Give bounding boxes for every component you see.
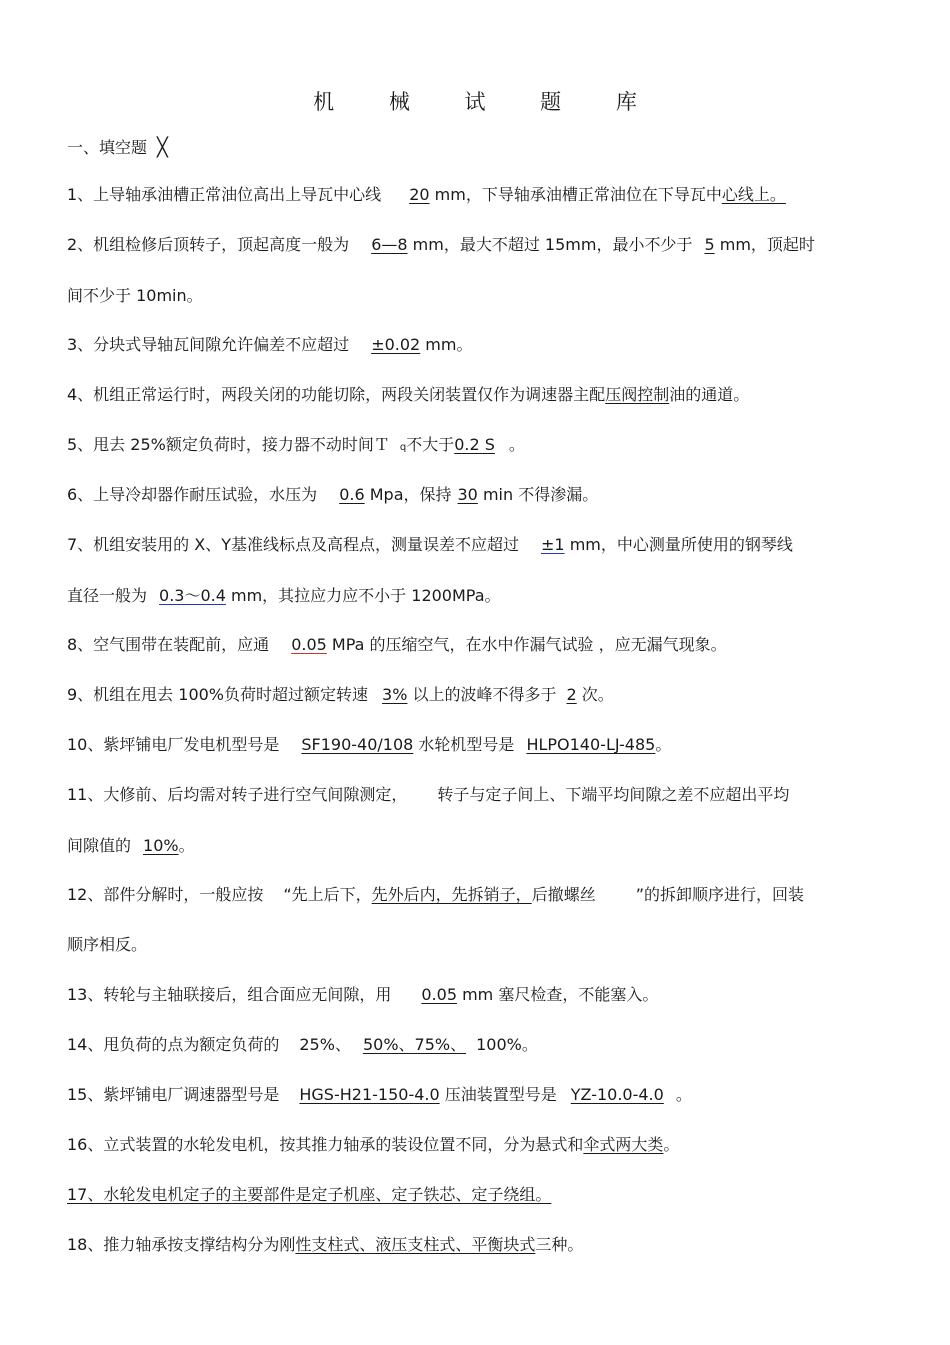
answer-blank: 50%、 <box>362 1035 415 1054</box>
question-text: 直径一般为 <box>67 586 148 605</box>
question-text: 。 <box>675 1085 692 1104</box>
question-text: 7、机组安装用的 X、Y基准线标点及高程点，测量误差不应超过 <box>67 535 520 554</box>
question-16 <box>67 1134 679 1156</box>
question-15 <box>67 1084 692 1106</box>
answer-blank: HLPO140-LJ-485 <box>526 735 656 754</box>
question-text: 次。 <box>576 685 614 704</box>
question-2 <box>67 234 815 256</box>
answer-blank: 0.3～0.4 <box>159 586 226 605</box>
subscript: q <box>399 442 407 453</box>
question-18 <box>67 1234 583 1256</box>
question-1 <box>67 184 800 206</box>
answer-blank: 2 <box>566 685 577 704</box>
answer-blank: 心线上。 <box>721 185 786 204</box>
question-text: 不大于 <box>406 435 455 454</box>
question-text: mm <box>429 185 466 204</box>
question-text: Mpa，保持 <box>364 485 452 504</box>
answer-blank: 0.6 <box>339 485 365 504</box>
question-text: mm，顶起时 <box>714 235 815 254</box>
question-14 <box>67 1034 538 1056</box>
question-10 <box>67 734 671 756</box>
question-text: 25%、 <box>299 1035 351 1054</box>
question-17 <box>67 1184 581 1206</box>
answer-blank: 10% <box>143 836 179 855</box>
question-text: 10、紫坪铺电厂发电机型号是 <box>67 735 280 754</box>
answer-blank: ±1 <box>541 535 565 554</box>
answer-blank: HGS-H21-150-4.0 <box>299 1085 440 1104</box>
question-text: 。 <box>484 586 501 605</box>
question-text: 100% <box>476 1035 522 1054</box>
answer-blank: 3% <box>382 685 408 704</box>
question-text: mm <box>420 335 457 354</box>
question-text: 水轮机型号是 <box>413 735 515 754</box>
question-11-continued <box>67 835 195 857</box>
question-text: mm <box>407 235 444 254</box>
question-text: 油的通道。 <box>669 385 750 404</box>
question-13 <box>67 984 658 1006</box>
question-text: 6、上导冷却器作耐压试验，水压为 <box>67 485 318 504</box>
question-4 <box>67 384 749 406</box>
question-text: 8、空气围带在装配前，应通 <box>67 635 270 654</box>
answer-blank: ±0.02 <box>371 335 421 354</box>
question-text: ”的拆卸顺序进行，回装 <box>635 885 804 904</box>
section-heading <box>67 135 168 158</box>
question-text: 17、水轮发电机定子的主要部件是定子机座、定子铁芯、定子绕组。 <box>67 1185 552 1204</box>
answer-blank: 伞式 <box>583 1135 616 1154</box>
question-text: 13、转轮与主轴联接后，组合面应无间隙，用 <box>67 985 392 1004</box>
answer-blank: 性支柱式、液压支柱式、平衡块式 <box>295 1235 536 1254</box>
question-text: mm 塞尺检查，不能塞入。 <box>457 985 659 1004</box>
section-heading-text: 一、填空题 <box>67 138 148 157</box>
question-text: 9、机组在甩去 100% <box>67 685 225 704</box>
question-text: 后撤螺丝 <box>531 885 596 904</box>
question-7-continued <box>67 585 501 607</box>
question-text: 。 <box>655 735 672 754</box>
question-text: “先上后下， <box>283 885 372 904</box>
question-text: 2、机组检修后顶转子，顶起高度一般为 <box>67 235 350 254</box>
question-text: 间隙值的 <box>67 836 132 855</box>
question-text: 12、部件分解时，一般应按 <box>67 885 264 904</box>
answer-blank: 30 <box>457 485 478 504</box>
answer-blank: 20 <box>409 185 430 204</box>
question-text: 。 <box>663 1135 680 1154</box>
question-text: 。 <box>178 836 195 855</box>
question-text: 5、甩去 25% <box>67 435 166 454</box>
question-text: 以上的波峰不得多于 <box>407 685 557 704</box>
question-6 <box>67 484 598 506</box>
question-5 <box>67 434 525 459</box>
question-7 <box>67 534 793 556</box>
question-9 <box>67 684 614 706</box>
question-text: 额定负荷时，接力器不动时间Ｔ <box>165 435 390 454</box>
answer-blank: 5 <box>704 235 715 254</box>
question-text: ，最大不超过 15mm <box>443 235 597 254</box>
question-text: 1、上导轴承油槽正常油位高出上导瓦中心线 <box>67 185 382 204</box>
question-text: mm，其拉应力应不小于 1200MPa <box>225 586 485 605</box>
question-11 <box>67 784 789 806</box>
question-2-continued <box>67 285 203 307</box>
question-text: 间不少于 10min <box>67 286 187 305</box>
question-text: 。 <box>521 1035 538 1054</box>
question-12 <box>67 884 804 906</box>
cross-mark-icon: ╳ <box>157 137 168 158</box>
question-text: 三种。 <box>535 1235 584 1254</box>
question-text: 转子与定子间上、下端平均间隙之差不应超出平均 <box>437 785 790 804</box>
question-3 <box>67 334 473 356</box>
answer-blank: SF190-40/108 <box>301 735 414 754</box>
question-text: 。 <box>186 286 203 305</box>
question-text: MPa 的压缩空气，在水中作漏气试验 ，应无漏气现象。 <box>326 635 727 654</box>
question-12-continued <box>67 934 147 956</box>
answer-blank: 6—8 <box>371 235 408 254</box>
question-text: mm <box>564 535 601 554</box>
question-text: 。 <box>456 335 473 354</box>
question-text: ，中心测量所使用的钢琴线 <box>600 535 793 554</box>
answer-blank: 0.05 <box>421 985 457 1004</box>
answer-blank: 75%、 <box>414 1035 467 1054</box>
question-text: 顺序相反。 <box>67 935 148 954</box>
answer-blank: 两大类 <box>615 1135 664 1154</box>
question-text: 14、甩负荷的点为额定负荷的 <box>67 1035 280 1054</box>
question-text: 。 <box>508 435 525 454</box>
question-text: ，最小不少于 <box>596 235 693 254</box>
answer-blank: YZ-10.0-4.0 <box>570 1085 664 1104</box>
question-text: 15、紫坪铺电厂调速器型号是 <box>67 1085 280 1104</box>
answer-blank: 0.2 S <box>454 435 495 454</box>
page-title: 机 械 试 题 库 <box>313 90 661 114</box>
question-text: 3、分块式导轴瓦间隙允许偏差不应超过 <box>67 335 350 354</box>
question-text: 4、机组正常运行时，两段关闭的功能切除，两段关闭装置仅作为调速器主配 <box>67 385 606 404</box>
answer-blank: 先外后内，先拆销子， <box>371 885 532 904</box>
question-text: ，下导轴承油槽正常油位在下导瓦中 <box>465 185 722 204</box>
answer-blank: 压阀控制 <box>605 385 670 404</box>
question-text: 负荷时超过额定转速 <box>224 685 369 704</box>
question-text: 16、立式装置的水轮发电机，按其推力轴承的装设位置不同，分为悬式和 <box>67 1135 584 1154</box>
question-8 <box>67 634 727 656</box>
question-text: 压油装置型号是 <box>439 1085 557 1104</box>
question-text: 18、推力轴承按支撑结构分为刚 <box>67 1235 296 1254</box>
question-text: min 不得渗漏。 <box>477 485 599 504</box>
answer-blank: 0.05 <box>291 635 327 654</box>
question-text: 11、大修前、后均需对转子进行空气间隙测定， <box>67 785 408 804</box>
